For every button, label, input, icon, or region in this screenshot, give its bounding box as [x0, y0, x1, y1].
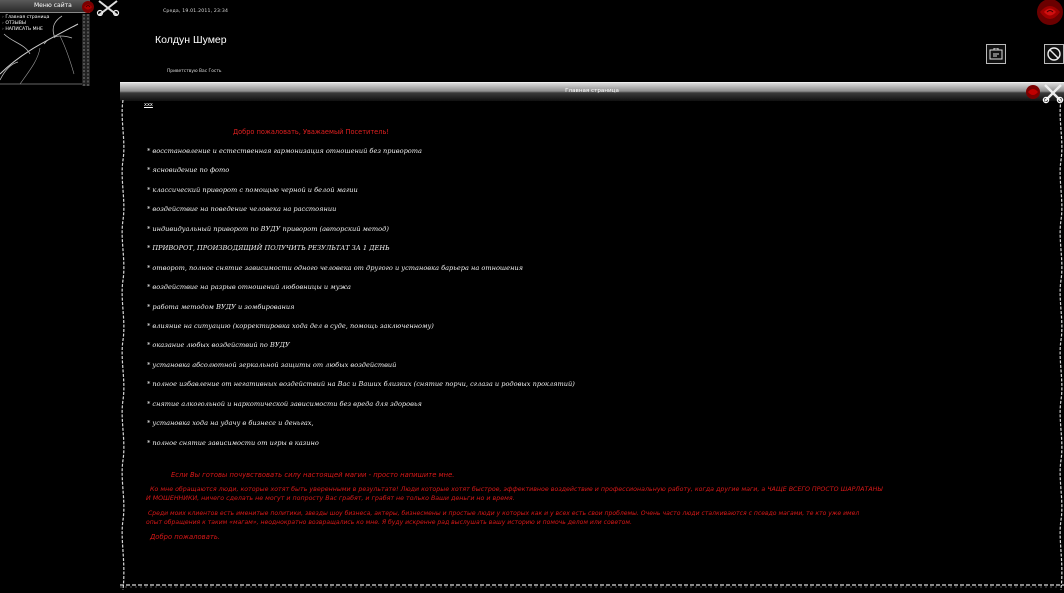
article-link[interactable]: ххх: [144, 102, 153, 108]
list-item: * индивидуальный приворот по ВУДУ приворот (авторский метод): [147, 224, 389, 233]
panel-border-left: [120, 100, 126, 590]
panel-title: Главная страница: [565, 88, 619, 94]
current-datetime: Среда, 19.01.2011, 23:34: [163, 9, 229, 14]
content-panel: [120, 82, 1064, 593]
menu-item-home[interactable]: › Главная страница: [0, 15, 90, 21]
list-item: * восстановление и естественная гармонизация отношений без приворота: [147, 147, 422, 155]
welcome-heading: Добро пожаловать, Уважаемый Посетитель!: [233, 128, 389, 136]
intro-paragraph-line: Ко мне обращаются люди, которые хотят быть уверенными в результате! Люди которые хотят быстрое, эффективное воздействие и профессиональную работу, когда другие маги, а ЧАЩЕ ВСЕГО ПРОСТО ШАРЛАТАНЫ: [150, 486, 883, 493]
services-list: [147, 146, 575, 457]
list-item: * полное избавление от негативных воздействий на Вас и Ваших близких (снятие порчи, сглаза и родовых проклятий): [147, 380, 575, 389]
rose-icon: [1024, 84, 1042, 100]
panel-border-bottom: [120, 582, 1064, 588]
list-item: * влияние на ситуацию (корректировка хода дел в суде, помощь заключенному): [147, 321, 434, 330]
login-button[interactable]: [986, 44, 1006, 64]
intro-paragraph-line: И МОШЕННИКИ, ничего сделать не могут и попросту Вас грабят, и грабят не только Ваши деньги но и время.: [146, 494, 515, 502]
menu-ornament-icon: [0, 14, 90, 86]
guest-greeting: Приветствую Вас Гость: [167, 69, 222, 74]
clients-paragraph-line: Среди моих клиентов есть именитые политики, звезды шоу бизнеса, актеры, бизнесмены и простые люди у которых как и у всех есть свои проблемы. Очень часто люди сталкиваются с псевдо магами, те кто уже имел: [148, 510, 860, 517]
list-item: * классический приворот с помощью черной и белой магии: [147, 185, 358, 194]
list-item: * воздействие на поведение человека на расстоянии: [147, 205, 337, 214]
list-item: * оказание любых воздействий по ВУДУ: [147, 341, 290, 350]
scissors-icon: [96, 0, 120, 16]
list-item: * установка абсолютной зеркальной защиты от любых воздействий: [147, 360, 397, 369]
site-title[interactable]: Колдун Шумер: [155, 34, 227, 46]
rose-icon: [79, 0, 97, 14]
list-item: * ясновидение по фото: [147, 166, 230, 175]
list-item: * воздействие на разрыв отношений любовницы и мужа: [147, 283, 351, 292]
site-menu-title: Меню сайта: [0, 0, 90, 13]
clients-paragraph-line: опыт обращения к таким «магам», неоднократно возвращались ко мне. Я буду искренне рад выслушать вашу историю и помочь делом или советом.: [146, 518, 632, 526]
rose-icon: [1030, 0, 1064, 34]
exit-button[interactable]: [1044, 44, 1064, 64]
panel-border-right: [1058, 100, 1064, 590]
list-item: * отворот, полное снятие зависимости одного человека от другого и установка барьера на отношения: [147, 263, 524, 272]
list-item: * работа методом ВУДУ и зомбирования: [147, 302, 295, 311]
menu-item-write-me[interactable]: › НАПИСАТЬ МНЕ: [0, 27, 90, 33]
list-item: * снятие алкогольной и наркотической зависимости без вреда для здоровья: [147, 399, 422, 408]
list-item: * ПРИВОРОТ, ПРОИЗВОДЯЩИЙ ПОЛУЧИТЬ РЕЗУЛЬТАТ ЗА 1 ДЕНЬ: [147, 244, 390, 253]
menu-item-reviews[interactable]: › ОТЗЫВЫ: [0, 21, 90, 27]
closing-text: Добро пожаловать.: [150, 533, 220, 541]
call-to-action: Если Вы готовы почувствовать силу настоящей магии - просто напишите мне.: [171, 471, 455, 479]
list-item: * полное снятие зависимости от игры в казино: [147, 438, 319, 447]
list-item: * установка хода на удачу в бизнесе и деньгах,: [147, 419, 314, 428]
site-menu: [0, 0, 90, 86]
login-icon: [989, 48, 1003, 60]
no-entry-icon: [1047, 47, 1061, 61]
